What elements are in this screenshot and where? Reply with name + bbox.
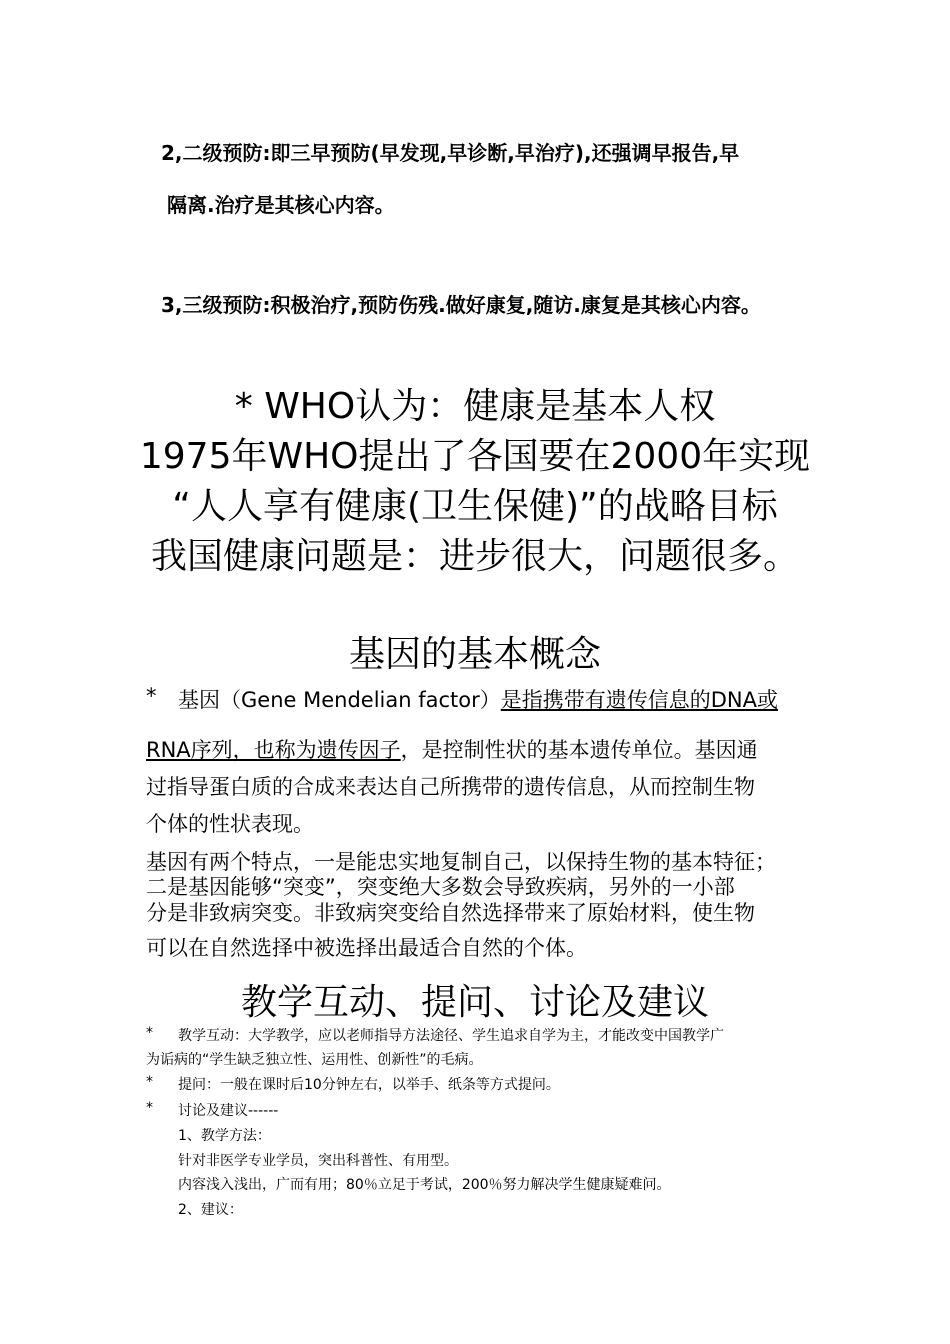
- teaching-method-content: 内容浅入浅出，广而有用；80％立足于考试，200％努力解决学生健康疑难问。: [178, 1177, 671, 1193]
- tertiary-prevention: 3,三级预防:积极治疗,预防伤残.做好康复,随访.康复是其核心内容。: [161, 293, 761, 317]
- gene-bullet: *: [146, 684, 157, 708]
- gene-p2-a: RNA序列，也称为遗传因子: [146, 738, 401, 762]
- teaching-bullet-2: *: [146, 1074, 153, 1090]
- gene-p2-b: ，是控制性状的基本遗传单位。基因通: [400, 738, 758, 762]
- gene-para-line7: 分是非致病突变。非致病突变给自然选择带来了原始材料，使生物: [146, 901, 755, 925]
- gene-para-line3: 过指导蛋白质的合成来表达自己所携带的遗传信息，从而控制生物: [146, 775, 755, 799]
- who-line1: * WHO认为：健康是基本人权: [234, 386, 716, 427]
- who-line4: 我国健康问题是：进步很大，问题很多。: [150, 536, 799, 577]
- teaching-method-target: 针对非医学专业学员，突出科普性、有用型。: [178, 1153, 458, 1169]
- gene-para-line4: 个体的性状表现。: [146, 812, 314, 836]
- gene-p1-c: factor）: [411, 688, 501, 712]
- secondary-prevention-line2: 隔离.治疗是其核心内容。: [167, 193, 395, 217]
- who-line3: “人人享有健康(卫生保健)”的战略目标: [172, 486, 778, 527]
- gene-para-line8: 可以在自然选择中被选择出最适合自然的个体。: [146, 936, 587, 960]
- gene-heading: 基因的基本概念: [348, 634, 601, 675]
- secondary-prevention-line1: 2,二级预防:即三早预防(早发现,早诊断,早治疗),还强调早报告,早: [161, 141, 740, 165]
- teaching-interaction-line2: 为诟病的“学生缺乏独立性、运用性、创新性”的毛病。: [146, 1052, 483, 1068]
- teaching-method-label: 1、教学方法：: [178, 1128, 271, 1144]
- teaching-discussion: 讨论及建议------: [178, 1103, 279, 1119]
- gene-para-line2: [146, 734, 758, 764]
- teaching-bullet-3: *: [146, 1100, 153, 1116]
- gene-p1-b: Gene Mendelian: [241, 688, 412, 712]
- gene-para-line5: 基因有两个特点，一是能忠实地复制自己，以保持生物的基本特征；: [146, 850, 776, 874]
- who-line2: 1975年WHO提出了各国要在2000年实现: [139, 436, 811, 477]
- teaching-suggestion-label: 2、建议：: [178, 1202, 243, 1218]
- teaching-interaction-line1: 教学互动：大学教学，应以老师指导方法途径、学生追求自学为主，才能改变中国教学广: [178, 1028, 724, 1044]
- gene-p1-a: 基因（: [178, 688, 241, 712]
- teaching-question: 提问：一般在课时后10分钟左右，以举手、纸条等方式提问。: [178, 1077, 560, 1093]
- gene-p1-d: 是指携带有遗传信息的DNA或: [500, 688, 778, 712]
- gene-para-line6: 二是基因能够“突变”，突变绝大多数会导致疾病，另外的一小部: [146, 875, 735, 899]
- teaching-heading: 教学互动、提问、讨论及建议: [240, 982, 709, 1023]
- teaching-bullet-1: *: [146, 1025, 153, 1041]
- gene-para-line1: [178, 684, 778, 714]
